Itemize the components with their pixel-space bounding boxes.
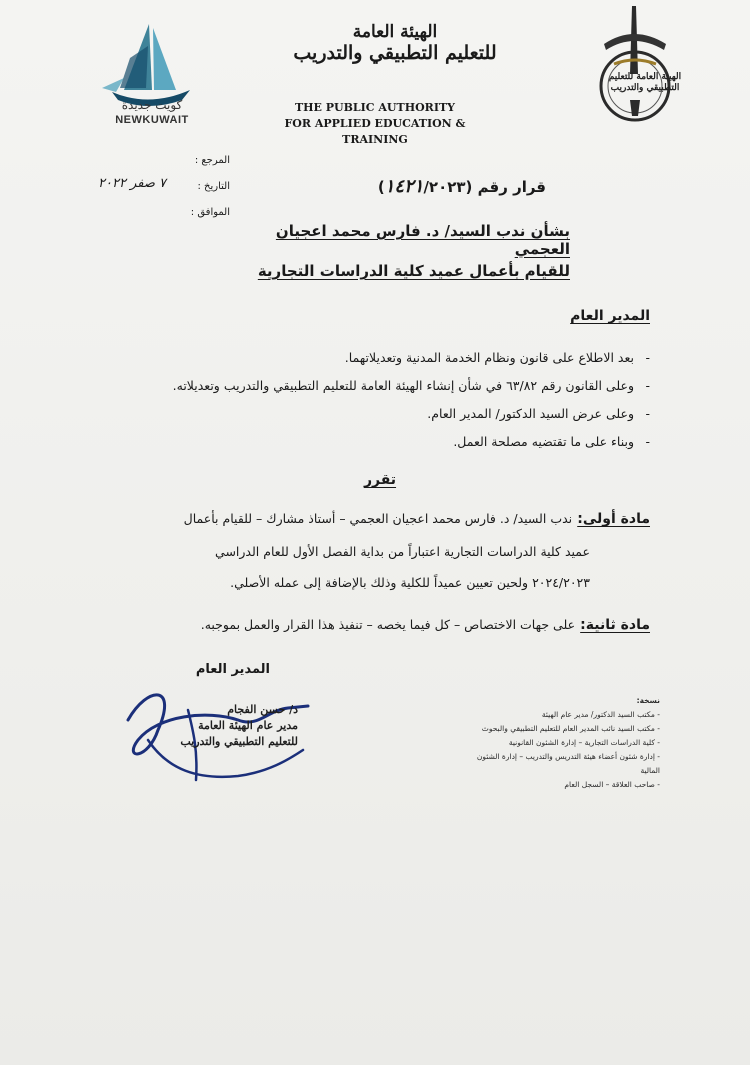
approval-label: الموافق : (190, 207, 230, 218)
preamble-item: -وعلى القانون رقم ٦٣/٨٢ في شأن إنشاء الهيئة العامة للتعليم التطبيقي والتدريب وتعديلاته. (172, 378, 650, 393)
date-label: التاريخ : (197, 181, 230, 192)
paaet-seal-text: الهيئة العامة للتعليم التطبيقي والتدريب (608, 72, 682, 93)
cc-item: - صاحب العلاقة – السجل العام (564, 780, 660, 789)
cc-item: - إدارة شئون أعضاء هيئة التدريس والتدريب – إدارة الشئون المالية (476, 752, 660, 775)
preamble-item: -بعد الاطلاع على قانون ونظام الخدمة المدنية وتعديلاتهما. (344, 350, 650, 365)
cc-item: - مكتب السيد نائب المدير العام للتعليم التطبيقي والبحوث (481, 724, 660, 733)
authority-english-line1: THE PUBLIC AUTHORITY (294, 101, 456, 114)
authority-english-name (250, 100, 500, 148)
subject-line-2: للقيام بأعمال عميد كلية الدراسات التجارية (257, 262, 570, 280)
cc-item: - مكتب السيد الدكتور/ مدير عام الهيئة (541, 710, 660, 719)
decision-number-prefix: قرار رقم ( (465, 178, 546, 196)
reference-label: المرجع : (194, 155, 230, 166)
preamble-text: وعلى عرض السيد الدكتور/ المدير العام. (427, 406, 634, 421)
preamble-text: بعد الاطلاع على قانون ونظام الخدمة المدنية وتعديلاتهما. (344, 350, 634, 365)
article-2-label: مادة ثانية: (580, 617, 650, 633)
authority-arabic-line2: للتعليم التطبيقي والتدريب (293, 42, 497, 64)
preamble-item: -وعلى عرض السيد الدكتور/ المدير العام. (427, 406, 650, 421)
newkuwait-arabic-text: كويت جديدة (121, 98, 183, 112)
cc-heading: نسخة: (636, 696, 660, 705)
signature-title: المدير العام (195, 662, 270, 677)
signatory-role: مدير عام الهيئة العامة (198, 719, 298, 732)
decision-number-suffix: /٢٠٢٣) (377, 178, 466, 196)
cc-list (460, 694, 660, 792)
decision-number-handwritten: ١٤٢١ (384, 176, 424, 197)
preamble-text: وعلى القانون رقم ٦٣/٨٢ في شأن إنشاء الهيئة العامة للتعليم التطبيقي والتدريب وتعديلاته. (172, 378, 634, 393)
authority-english-line2: FOR APPLIED EDUCATION & TRAINING (284, 117, 466, 146)
article-1-text-1: ندب السيد/ د. فارس محمد اعجيان العجمي – أستاذ مشارك – للقيام بأعمال (183, 511, 573, 526)
article-1-line-3: ٢٠٢٤/٢٠٢٣ ولحين تعيين عميداً للكلية وذلك بالإضافة إلى عمله الأصلي. (230, 575, 590, 590)
date-value: ٧ صفر ٢٠٢٢ (98, 176, 166, 191)
authority-arabic-line1: الهيئة العامة (352, 22, 438, 42)
subject-line-1: بشأن ندب السيد/ د. فارس محمد اعجيان العجمي (275, 222, 570, 258)
preamble-item: -وبناء على ما تقتضيه مصلحة العمل. (453, 434, 650, 449)
signatory-block (158, 702, 298, 750)
preamble-text: وبناء على ما تقتضيه مصلحة العمل. (453, 434, 634, 449)
authority-arabic-name (290, 22, 500, 64)
decision-number (296, 176, 546, 197)
director-general-heading: المدير العام (570, 308, 650, 324)
article-2-text: على جهات الاختصاص – كل فيما يخصه – تنفيذ هذا القرار والعمل بموجبه. (200, 617, 576, 632)
article-1-label: مادة أولى: (577, 511, 650, 527)
article-2-line (150, 614, 650, 633)
signatory-name: د/ حسن الفجام (227, 703, 298, 716)
paaet-seal-icon (580, 4, 690, 124)
article-1-line-1 (150, 508, 650, 527)
cc-item: - كلية الدراسات التجارية – إدارة الشئون القانونية (508, 738, 660, 747)
signatory-org: للتعليم التطبيقي والتدريب (180, 735, 298, 748)
article-1-line-2: عميد كلية الدراسات التجارية اعتباراً من بداية الفصل الأول للعام الدراسي (215, 544, 590, 559)
decides-heading: تقرر (363, 472, 397, 488)
newkuwait-english-text: NEWKUWAIT (115, 114, 189, 126)
